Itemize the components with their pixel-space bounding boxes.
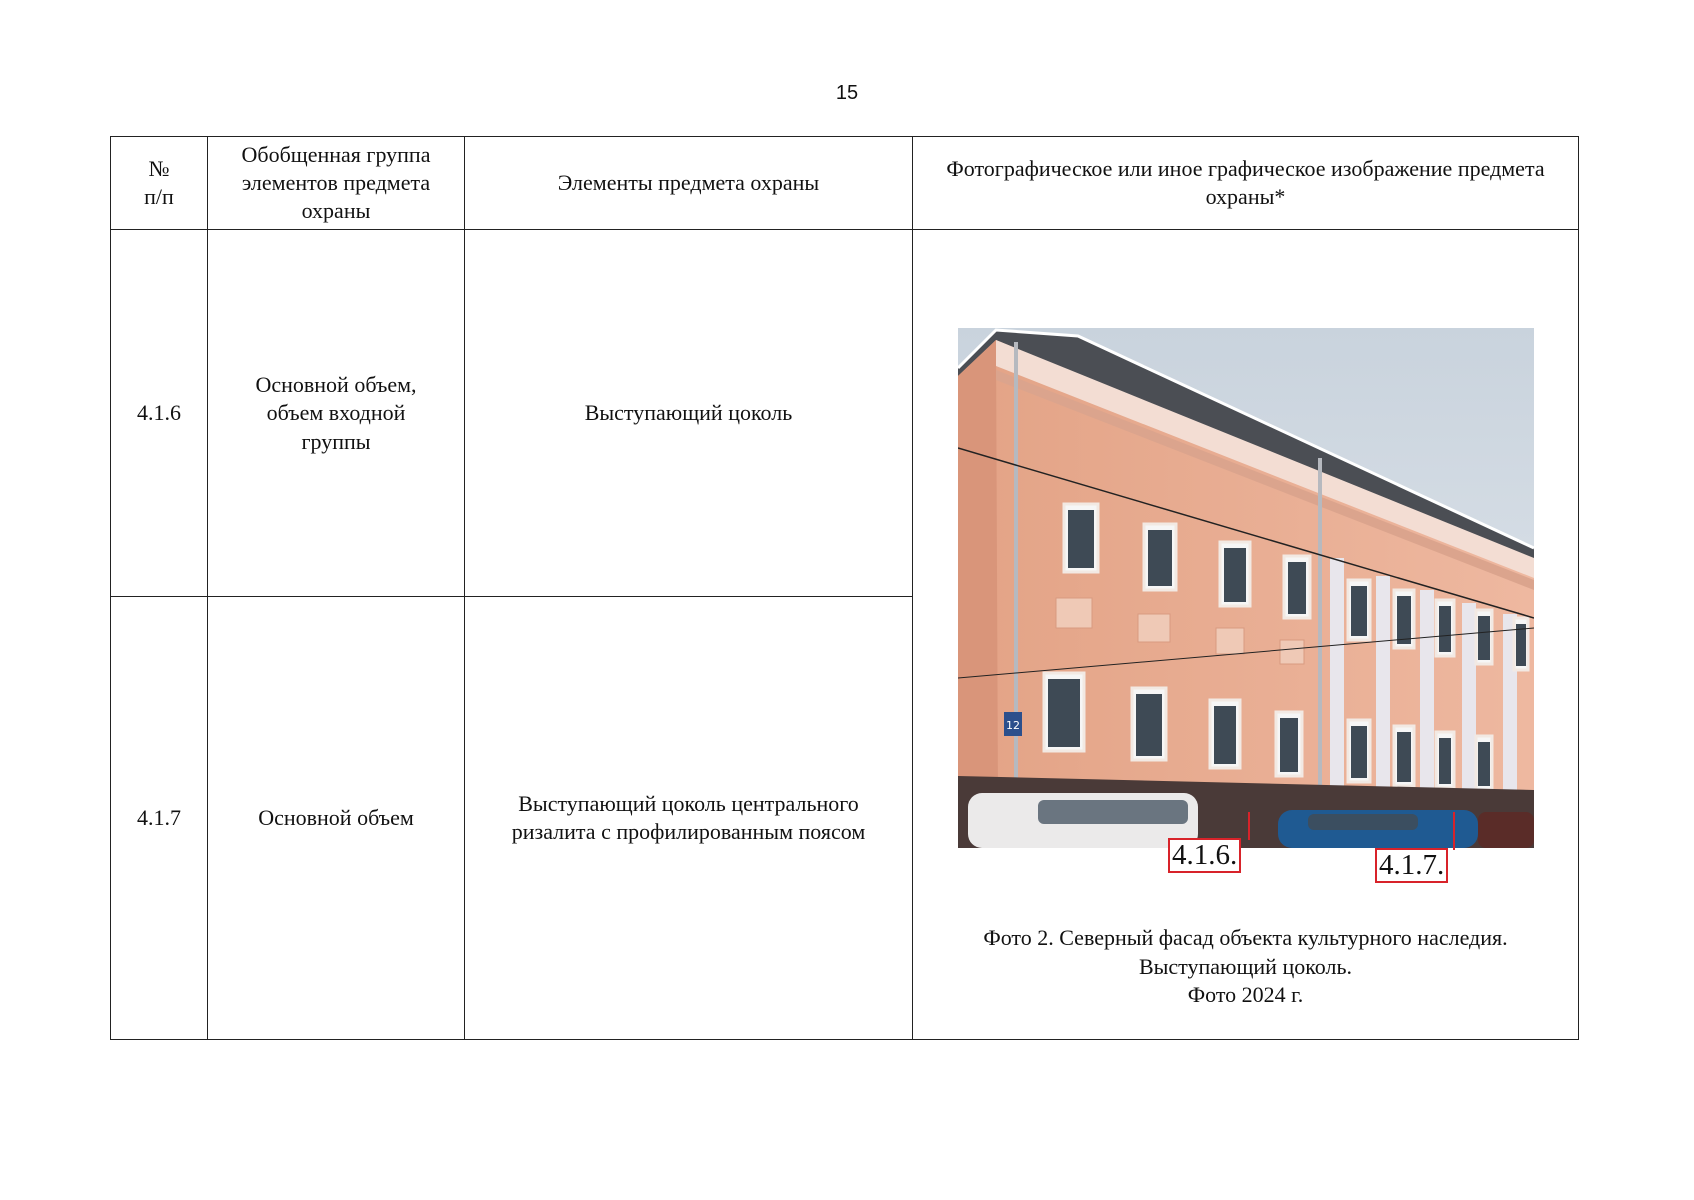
- house-number: 12: [1006, 719, 1020, 733]
- protection-table: [110, 136, 1579, 1040]
- header-elements: Элементы предмета охраны: [465, 137, 913, 230]
- row-element: Выступающий цоколь центрального ризалита с профилированным поясом: [465, 597, 913, 1040]
- caption-line: Выступающий цоколь.: [1138, 953, 1353, 979]
- row-number: 4.1.6: [111, 230, 208, 597]
- header-image: Фотографическое или иное графическое изображение предмета охраны*: [913, 137, 1579, 230]
- header-group: Обобщенная группа элементов предмета охраны: [208, 137, 465, 230]
- header-number: № п/п: [111, 137, 208, 230]
- row-number: 4.1.7: [111, 597, 208, 1040]
- row-group: Основной объем, объем входной группы: [208, 230, 465, 597]
- marker-4-1-7: 4.1.7.: [1375, 848, 1448, 882]
- row-element: Выступающий цоколь: [465, 230, 913, 597]
- row-group: Основной объем: [208, 597, 465, 1040]
- caption-line: Фото 2024 г.: [1187, 981, 1304, 1007]
- page-number: 15: [835, 82, 859, 104]
- marker-leader-416: [1248, 812, 1250, 840]
- table-header-row: [111, 137, 1579, 230]
- photo-caption: [913, 924, 1578, 1008]
- marker-4-1-6: 4.1.6.: [1168, 838, 1241, 872]
- building-photo: [958, 328, 1534, 848]
- caption-line: Фото 2. Северный фасад объекта культурного наследия.: [983, 925, 1508, 951]
- image-cell: [913, 230, 1579, 1040]
- marker-leader-417: [1453, 812, 1455, 850]
- table-row: [111, 230, 1579, 597]
